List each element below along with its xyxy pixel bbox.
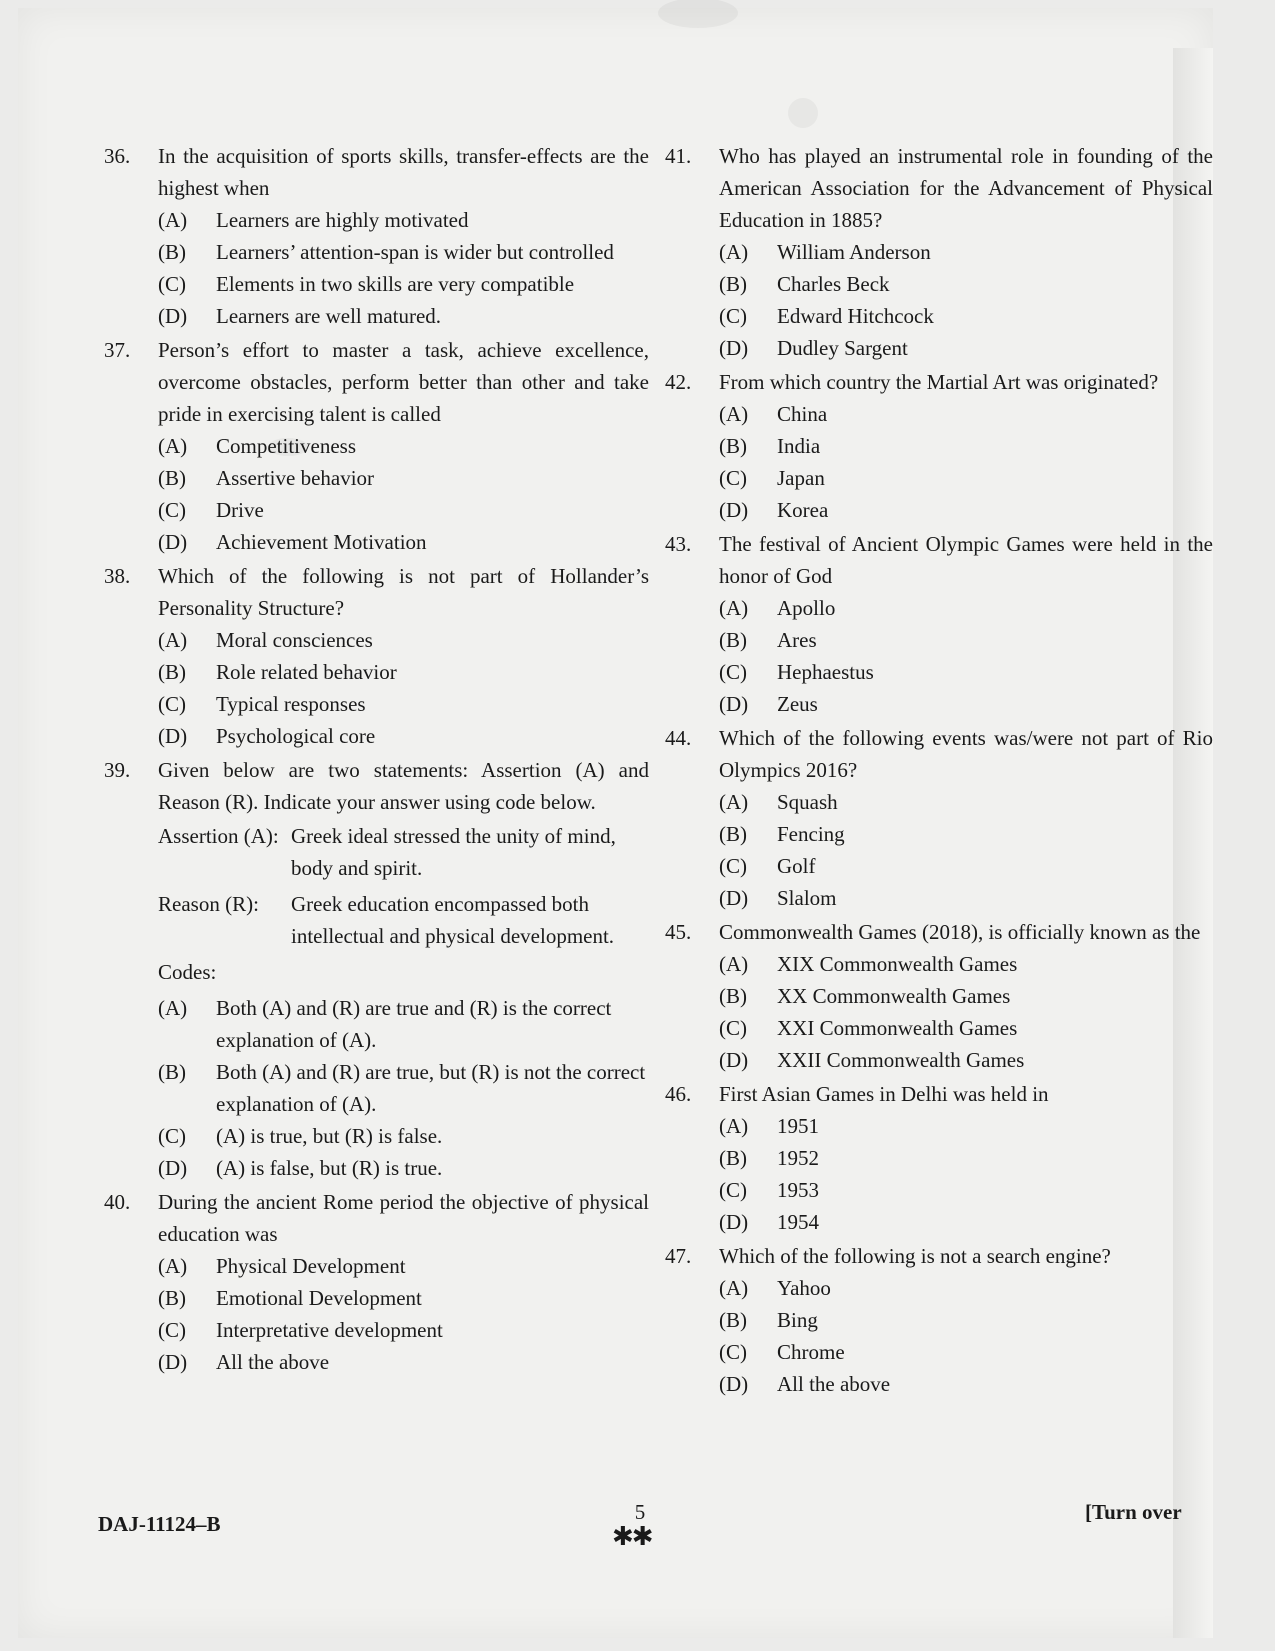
assertion-label: Assertion (A): (158, 824, 279, 848)
page-number: 5 (634, 1500, 646, 1524)
option-text: All the above (777, 1372, 891, 1396)
option-letter: (D) (719, 1210, 749, 1234)
option-text: Drive (216, 498, 264, 522)
option-letter: (A) (719, 1276, 749, 1300)
option-text: Interpretative development (216, 1318, 443, 1342)
answer-option (719, 1368, 1213, 1400)
right-question-column (665, 140, 1213, 1402)
assertion-statement (158, 820, 649, 884)
option-letter: (B) (719, 434, 747, 458)
paper-code: DAJ-11124–B (98, 1512, 221, 1536)
option-letter: (C) (158, 272, 186, 296)
question-number: 37. (104, 338, 131, 362)
option-text: Dudley Sargent (777, 336, 908, 360)
option-text: Both (A) and (R) are true and (R) is the correct explanation of (A). (216, 996, 612, 1052)
option-letter: (D) (158, 724, 188, 748)
question-number: 44. (665, 726, 692, 750)
answer-option (719, 656, 1213, 688)
answer-option (719, 592, 1213, 624)
option-letter: (D) (719, 336, 749, 360)
option-letter: (B) (158, 660, 186, 684)
answer-option (719, 462, 1213, 494)
answer-option (719, 1044, 1213, 1076)
option-text: Emotional Development (216, 1286, 422, 1310)
option-letter: (A) (719, 1114, 749, 1138)
answer-option (719, 688, 1213, 720)
option-text: Korea (777, 498, 829, 522)
question-number: 42. (665, 370, 692, 394)
answer-option (719, 332, 1213, 364)
option-letter: (D) (719, 692, 749, 716)
option-letter: (B) (719, 984, 747, 1008)
question-stem: Given below are two statements: Assertion (A) and Reason (R). Indicate your answer using code below. (158, 758, 649, 814)
option-letter: (B) (719, 272, 747, 296)
option-letter: (C) (719, 1016, 747, 1040)
option-text: Learners are well matured. (216, 304, 442, 328)
answer-option (719, 398, 1213, 430)
question-item (665, 1078, 1213, 1238)
answer-option (719, 494, 1213, 526)
option-letter: (C) (158, 692, 186, 716)
option-letter: (B) (158, 466, 186, 490)
question-stem: In the acquisition of sports skills, transfer-effects are the highest when (158, 144, 649, 200)
option-text: Apollo (777, 596, 836, 620)
scan-smudge (658, 0, 738, 28)
option-letter: (C) (158, 498, 186, 522)
option-letter: (C) (719, 854, 747, 878)
answer-option (158, 236, 649, 268)
option-text: Zeus (777, 692, 818, 716)
question-stem: Which of the following is not part of Hollander’s Personality Structure? (158, 564, 649, 620)
option-letter: (C) (719, 660, 747, 684)
question-stem: Commonwealth Games (2018), is officially known as the (719, 920, 1201, 944)
option-letter: (C) (719, 304, 747, 328)
answer-option (158, 1282, 649, 1314)
option-text: (A) is false, but (R) is true. (216, 1156, 443, 1180)
option-letter: (A) (719, 240, 749, 264)
option-letter: (A) (158, 996, 188, 1020)
option-letter: (B) (158, 1060, 186, 1084)
answer-option (158, 688, 649, 720)
answer-option (158, 656, 649, 688)
option-letter: (B) (719, 1308, 747, 1332)
question-item (665, 722, 1213, 914)
question-number: 41. (665, 144, 692, 168)
exam-page (18, 8, 1213, 1638)
answer-option (158, 1152, 649, 1184)
turn-over-note: [Turn over (1085, 1500, 1182, 1524)
option-text: Achievement Motivation (216, 530, 427, 554)
reason-text: Greek education encompassed both intellectual and physical development. (291, 892, 615, 948)
option-text: XX Commonwealth Games (777, 984, 1011, 1008)
question-number: 47. (665, 1244, 692, 1268)
assertion-text: Greek ideal stressed the unity of mind, body and spirit. (291, 824, 616, 880)
question-number: 36. (104, 144, 131, 168)
option-text: 1953 (777, 1178, 819, 1202)
question-stem: Who has played an instrumental role in founding of the American Association for the Advancement of Physical Education in 1885? (719, 144, 1213, 232)
answer-option (719, 1304, 1213, 1336)
question-item (665, 140, 1213, 364)
question-item (104, 754, 649, 1184)
question-stem: From which country the Martial Art was originated? (719, 370, 1159, 394)
reason-label: Reason (R): (158, 892, 259, 916)
option-text: India (777, 434, 821, 458)
option-text: Learners’ attention-span is wider but controlled (216, 240, 614, 264)
answer-option (719, 1174, 1213, 1206)
option-text: Yahoo (777, 1276, 831, 1300)
option-letter: (A) (158, 628, 188, 652)
answer-option (719, 268, 1213, 300)
question-stem: Which of the following is not a search engine? (719, 1244, 1111, 1268)
answer-option (719, 1272, 1213, 1304)
question-number: 45. (665, 920, 692, 944)
question-item (104, 334, 649, 558)
option-text: Physical Development (216, 1254, 406, 1278)
option-text: Typical responses (216, 692, 366, 716)
question-number: 38. (104, 564, 131, 588)
option-text: Bing (777, 1308, 818, 1332)
option-text: Slalom (777, 886, 837, 910)
answer-option (158, 430, 649, 462)
option-text: Hephaestus (777, 660, 874, 684)
option-letter: (B) (158, 1286, 186, 1310)
option-letter: (A) (158, 1254, 188, 1278)
answer-option (158, 1250, 649, 1282)
question-stem: During the ancient Rome period the objective of physical education was (158, 1190, 649, 1246)
option-letter: (D) (158, 1350, 188, 1374)
answer-option (719, 1012, 1213, 1044)
answer-option (158, 204, 649, 236)
option-text: Japan (777, 466, 825, 490)
option-letter: (A) (719, 402, 749, 426)
question-item (104, 1186, 649, 1378)
question-item (665, 1240, 1213, 1400)
answer-option (719, 948, 1213, 980)
option-letter: (D) (158, 1156, 188, 1180)
option-letter: (B) (719, 628, 747, 652)
question-stem: Which of the following events was/were not part of Rio Olympics 2016? (719, 726, 1213, 782)
page-stars: ✱✱ (612, 1522, 652, 1551)
answer-option (158, 526, 649, 558)
option-text: Role related behavior (216, 660, 397, 684)
answer-option (158, 1056, 649, 1120)
answer-option (158, 268, 649, 300)
option-letter: (D) (158, 304, 188, 328)
answer-option (719, 300, 1213, 332)
option-text: Both (A) and (R) are true, but (R) is not the correct explanation of (A). (216, 1060, 646, 1116)
answer-option (719, 786, 1213, 818)
option-text: Charles Beck (777, 272, 890, 296)
option-letter: (B) (719, 1146, 747, 1170)
option-letter: (D) (158, 530, 188, 554)
option-text: Psychological core (216, 724, 376, 748)
question-number: 46. (665, 1082, 692, 1106)
answer-option (719, 1142, 1213, 1174)
option-text: William Anderson (777, 240, 931, 264)
question-item (104, 560, 649, 752)
option-letter: (C) (158, 1318, 186, 1342)
option-text: XIX Commonwealth Games (777, 952, 1018, 976)
answer-option (719, 236, 1213, 268)
option-text: Assertive behavior (216, 466, 375, 490)
option-text: Fencing (777, 822, 845, 846)
option-text: (A) is true, but (R) is false. (216, 1124, 443, 1148)
option-text: 1952 (777, 1146, 819, 1170)
option-text: Competitiveness (216, 434, 356, 458)
option-text: Moral consciences (216, 628, 373, 652)
answer-option (719, 1336, 1213, 1368)
option-text: 1951 (777, 1114, 819, 1138)
scan-smudge (788, 98, 818, 128)
option-letter: (D) (719, 498, 749, 522)
answer-option (158, 1346, 649, 1378)
option-text: Chrome (777, 1340, 845, 1364)
question-item (665, 366, 1213, 526)
option-text: Ares (777, 628, 817, 652)
option-text: China (777, 402, 828, 426)
answer-option (158, 1314, 649, 1346)
answer-option (158, 494, 649, 526)
question-stem: The festival of Ancient Olympic Games were held in the honor of God (719, 532, 1213, 588)
answer-option (158, 300, 649, 332)
option-letter: (D) (719, 1372, 749, 1396)
answer-option (158, 1120, 649, 1152)
option-text: Edward Hitchcock (777, 304, 934, 328)
answer-option (719, 1206, 1213, 1238)
option-letter: (D) (719, 886, 749, 910)
option-letter: (A) (158, 208, 188, 232)
question-stem: First Asian Games in Delhi was held in (719, 1082, 1049, 1106)
option-text: Elements in two skills are very compatible (216, 272, 575, 296)
answer-option (719, 850, 1213, 882)
option-letter: (A) (719, 952, 749, 976)
question-number: 43. (665, 532, 692, 556)
answer-option (158, 462, 649, 494)
question-item (665, 916, 1213, 1076)
answer-option (158, 624, 649, 656)
answer-option (719, 430, 1213, 462)
question-item (665, 528, 1213, 720)
option-letter: (C) (719, 1178, 747, 1202)
option-letter: (B) (719, 822, 747, 846)
option-text: Golf (777, 854, 816, 878)
question-number: 40. (104, 1190, 131, 1214)
option-letter: (A) (719, 790, 749, 814)
option-text: All the above (216, 1350, 330, 1374)
answer-option (719, 980, 1213, 1012)
reason-statement (158, 888, 649, 952)
question-item (104, 140, 649, 332)
option-letter: (D) (719, 1048, 749, 1072)
option-letter: (C) (719, 1340, 747, 1364)
answer-option (719, 882, 1213, 914)
option-text: Learners are highly motivated (216, 208, 469, 232)
question-stem: Person’s effort to master a task, achieve excellence, overcome obstacles, perform better than other and take pride in exercising talent is called (158, 338, 649, 426)
question-number: 39. (104, 758, 131, 782)
option-text: Squash (777, 790, 838, 814)
option-letter: (C) (719, 466, 747, 490)
answer-option (719, 624, 1213, 656)
codes-label: Codes: (158, 960, 217, 984)
option-letter: (B) (158, 240, 186, 264)
answer-option (158, 992, 649, 1056)
option-letter: (A) (719, 596, 749, 620)
left-question-column (104, 140, 649, 1380)
answer-option (719, 818, 1213, 850)
answer-option (158, 720, 649, 752)
option-letter: (A) (158, 434, 188, 458)
option-text: 1954 (777, 1210, 819, 1234)
option-text: XXII Commonwealth Games (777, 1048, 1025, 1072)
option-letter: (C) (158, 1124, 186, 1148)
answer-option (719, 1110, 1213, 1142)
option-text: XXI Commonwealth Games (777, 1016, 1018, 1040)
